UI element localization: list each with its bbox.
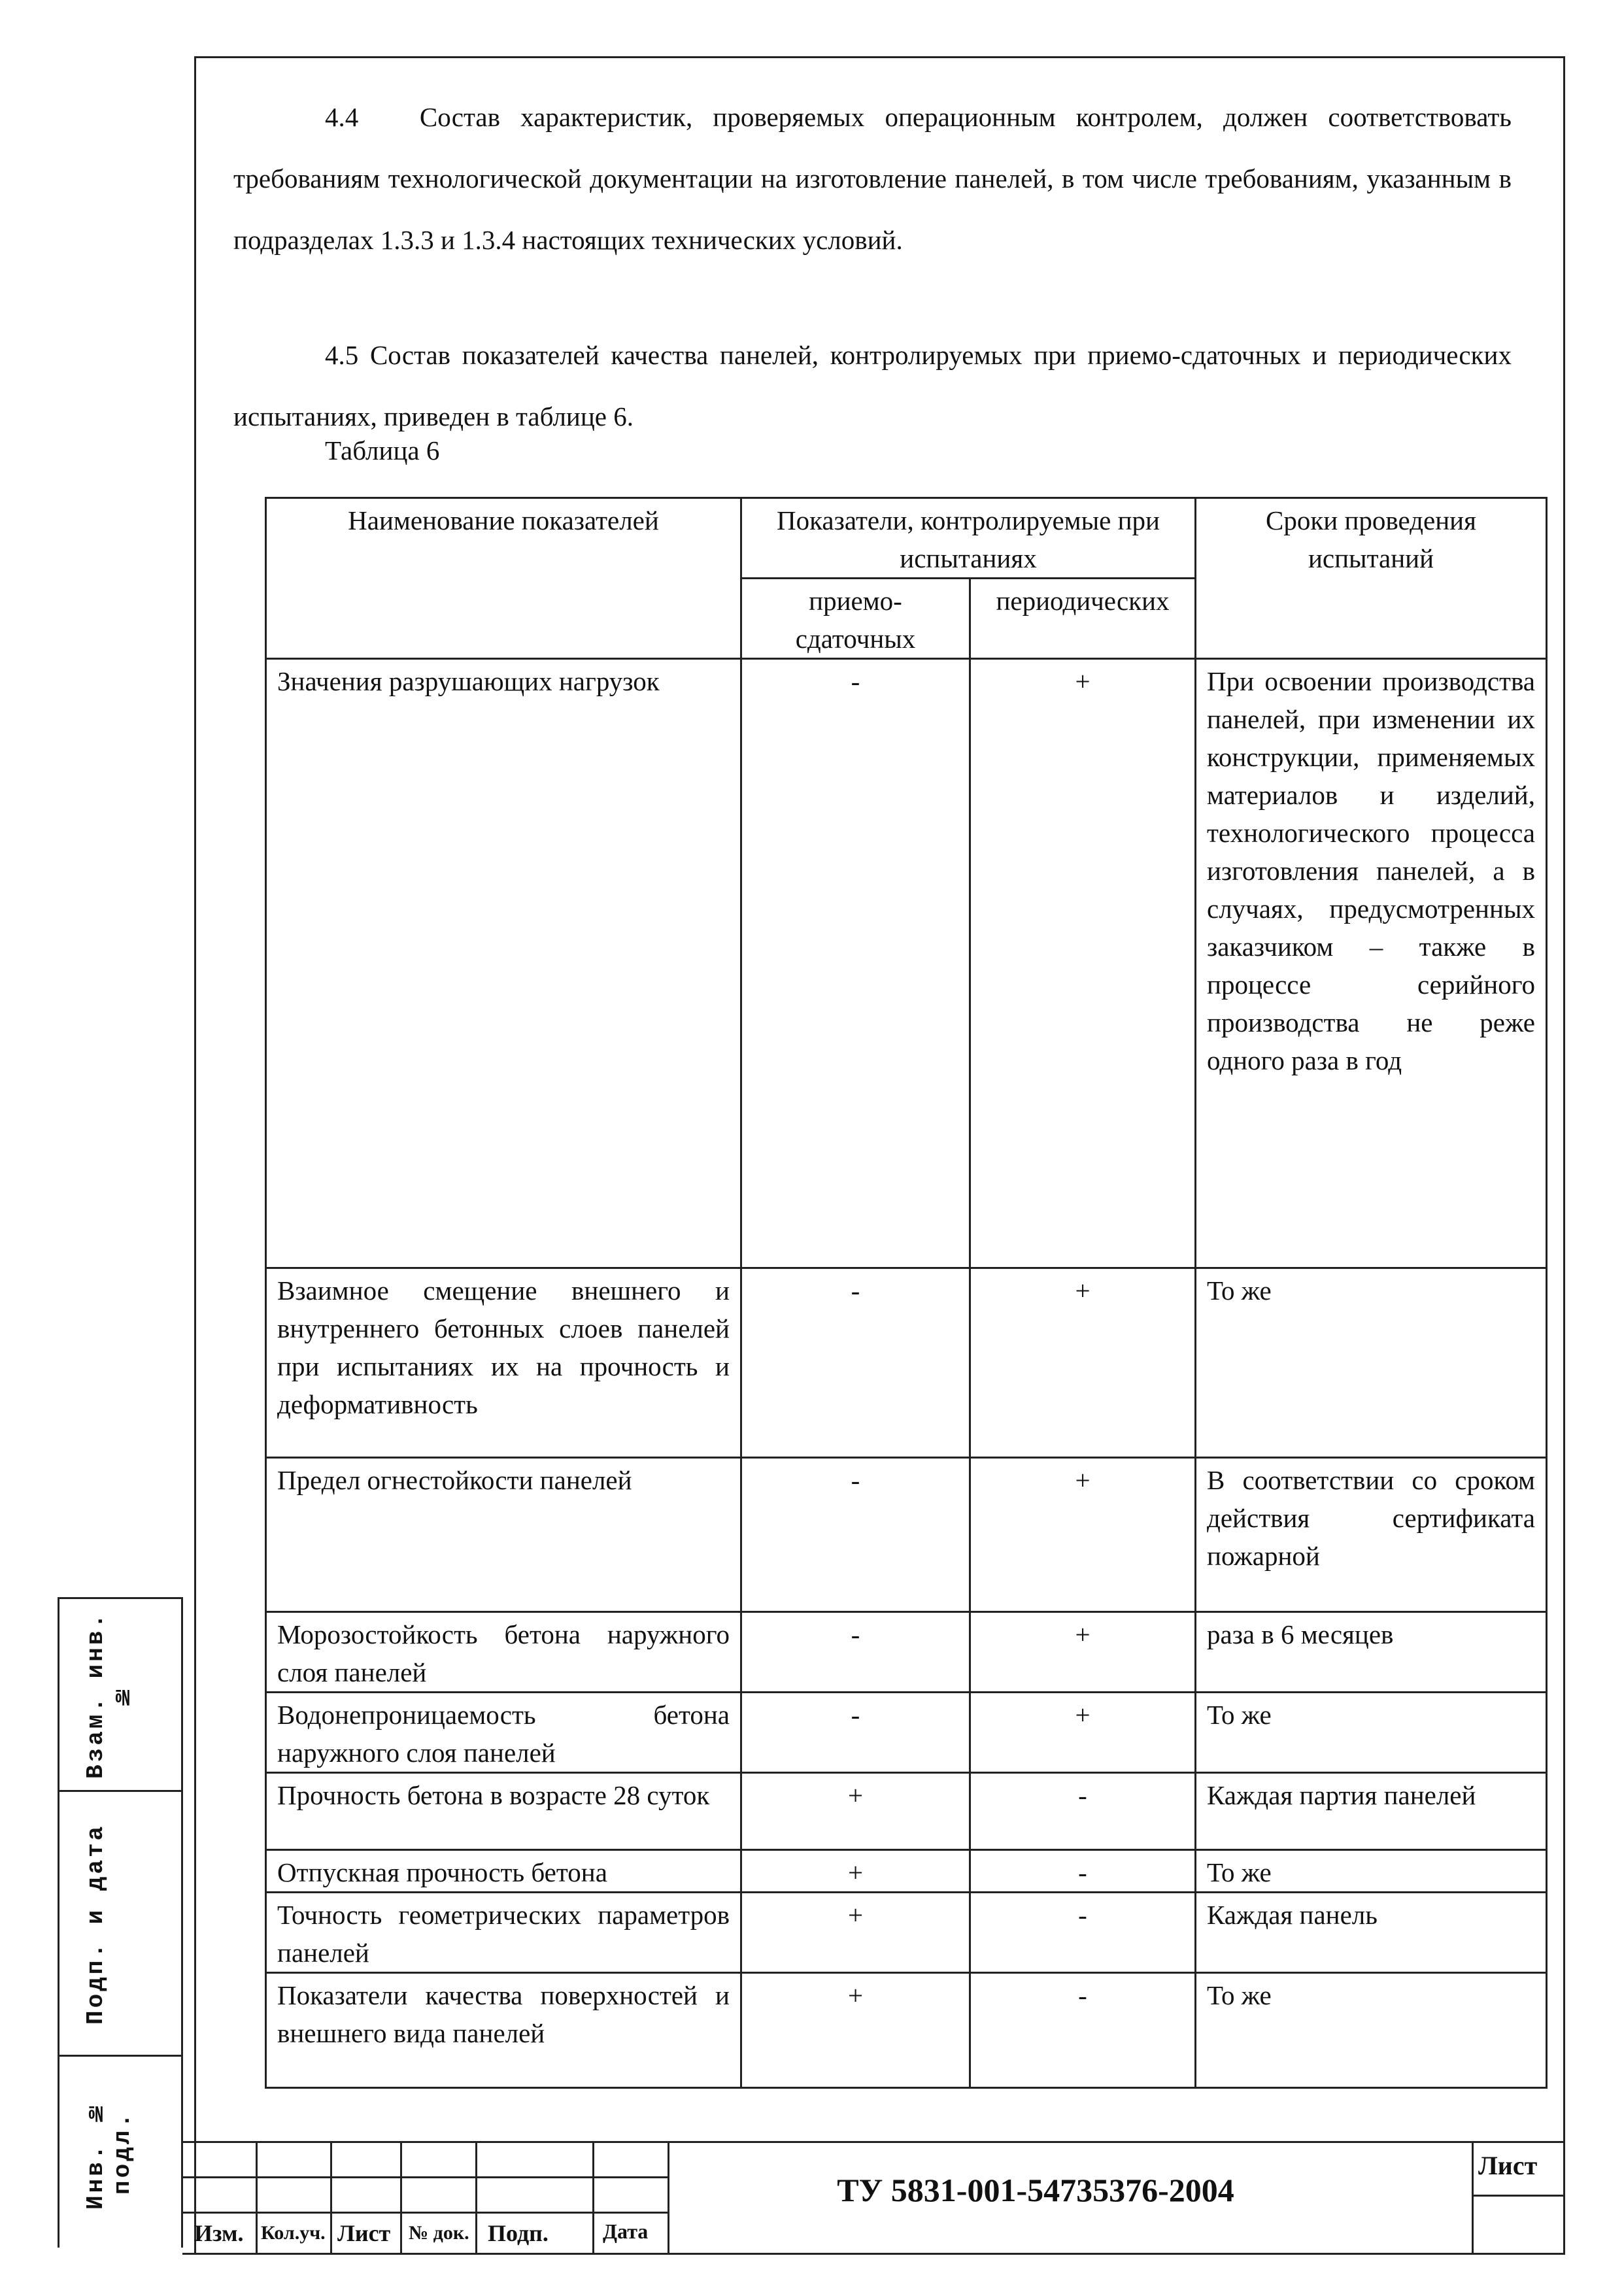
tb-col-data: Дата <box>603 2219 649 2243</box>
table-row <box>266 1773 1547 1850</box>
header-terms: Сроки проведения испытаний <box>1196 498 1547 659</box>
row-name: Отпускная прочность бетона <box>266 1850 741 1893</box>
row-terms: То же <box>1196 1268 1547 1458</box>
table-row <box>266 1612 1547 1693</box>
row-acceptance: - <box>741 1693 970 1773</box>
table-row <box>266 659 1547 1268</box>
row-periodic: + <box>970 1612 1196 1693</box>
row-periodic: + <box>970 1458 1196 1612</box>
tb-col-list: Лист <box>337 2220 391 2246</box>
row-acceptance: - <box>741 1268 970 1458</box>
stamp-inv: Инв. № подл. <box>82 2096 136 2210</box>
table-6 <box>265 497 1548 2089</box>
row-name: Показатели качества поверхностей и внешнего вида панелей <box>266 1973 741 2088</box>
row-periodic: + <box>970 1268 1196 1458</box>
table-row <box>266 1850 1547 1893</box>
row-acceptance: + <box>741 1773 970 1850</box>
row-periodic: - <box>970 1773 1196 1850</box>
row-name: Водонепроницаемость бетона наружного слоя панелей <box>266 1693 741 1773</box>
table-row <box>266 1268 1547 1458</box>
row-terms: раза в 6 месяцев <box>1196 1612 1547 1693</box>
row-acceptance: - <box>741 1458 970 1612</box>
paragraph-4-4-text: Состав характеристик, проверяемых операционным контролем, должен соответствовать требованиям технологической документации на изготовление панелей, в том числе требованиям, указанным в подразделах 1.3.3 и 1.3.4 настоящих технических условий. <box>233 102 1512 255</box>
stamp-podp: Подп. и дата <box>82 1823 109 2025</box>
row-name: Взаимное смещение внешнего и внутреннего бетонных слоев панелей при испытаниях их на прочность и деформативность <box>266 1268 741 1458</box>
paragraph-4-4-number: 4.4 <box>325 102 359 132</box>
document-code: ТУ 5831-001-54735376-2004 <box>837 2172 1234 2208</box>
paragraph-4-5-text: 4.5 Состав показателей качества панелей, контролируемых при приемо-сдаточных и периодических испытаниях, приведен в таблице 6. <box>233 340 1512 431</box>
row-terms: Каждая панель <box>1196 1893 1547 1973</box>
row-terms: То же <box>1196 1973 1547 2088</box>
table-row <box>266 1973 1547 2088</box>
row-periodic: - <box>970 1850 1196 1893</box>
table-caption: Таблица 6 <box>325 435 440 465</box>
margin-stamp <box>58 1597 183 2248</box>
row-acceptance: + <box>741 1973 970 2088</box>
table-row <box>266 1458 1547 1612</box>
row-terms: При освоении производства панелей, при изменении их конструкции, применяемых материалов и изделий, технологического процесса изготовления панелей, а в случаях, предусмотренных заказчиком – также в процессе серийного производства не реже одного раза в год <box>1196 659 1547 1268</box>
row-periodic: + <box>970 659 1196 1268</box>
row-terms: То же <box>1196 1693 1547 1773</box>
row-name: Морозостойкость бетона наружного слоя панелей <box>266 1612 741 1693</box>
table-row <box>266 1893 1547 1973</box>
row-name: Значения разрушающих нагрузок <box>266 659 741 1268</box>
row-acceptance: - <box>741 659 970 1268</box>
tb-col-podp: Подп. <box>488 2220 549 2246</box>
row-acceptance: + <box>741 1893 970 1973</box>
row-name: Прочность бетона в возрасте 28 суток <box>266 1773 741 1850</box>
row-acceptance: - <box>741 1612 970 1693</box>
tb-col-kolych: Кол.уч. <box>261 2222 326 2244</box>
row-periodic: - <box>970 1973 1196 2088</box>
row-terms: В соответствии со сроком действия сертификата пожарной <box>1196 1458 1547 1612</box>
header-acceptance: приемо-сдаточных <box>741 579 970 659</box>
header-group: Показатели, контролируемые при испытаниях <box>741 498 1196 579</box>
row-terms: Каждая партия панелей <box>1196 1773 1547 1850</box>
row-name: Предел огнестойкости панелей <box>266 1458 741 1612</box>
row-name: Точность геометрических параметров панелей <box>266 1893 741 1973</box>
row-acceptance: + <box>741 1850 970 1893</box>
paragraph-4-5 <box>233 324 1512 447</box>
header-periodic: периодических <box>970 579 1196 659</box>
stamp-vzam: Взам. инв. № <box>82 1611 136 1780</box>
header-name: Наименование показателей <box>266 498 741 659</box>
row-periodic: - <box>970 1893 1196 1973</box>
tb-col-ndok: № док. <box>409 2222 469 2244</box>
table-row <box>266 1693 1547 1773</box>
sheet-label: Лист <box>1478 2151 1538 2180</box>
title-block <box>182 2141 1565 2255</box>
paragraph-4-4 <box>233 86 1512 271</box>
row-terms: То же <box>1196 1850 1547 1893</box>
tb-col-izm: Изм. <box>194 2220 244 2246</box>
row-periodic: + <box>970 1693 1196 1773</box>
